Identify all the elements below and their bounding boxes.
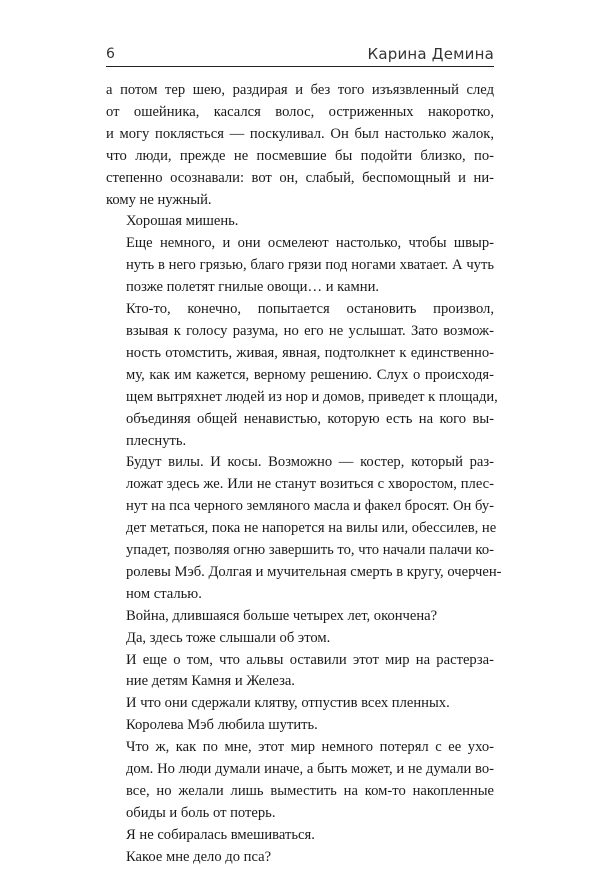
text-line: Я не собиралась вмешиваться.	[126, 826, 315, 843]
text-line: И что они сдержали клятву, отпустив всех пленных.	[126, 695, 450, 712]
text-line: степенно осознавали: вот он, слабый, беспомощный и ни-	[106, 169, 494, 186]
text-line: Королева Мэб любила шутить.	[126, 717, 318, 734]
text-line: плеснуть.	[126, 432, 187, 449]
paragraph	[106, 628, 494, 650]
text-line: обиды и боль от потерь.	[126, 804, 276, 821]
text-line: объединяя общей ненавистью, которую есть на кого вы-	[126, 410, 494, 427]
text-line: нут на пса черного земляного масла и факел бросят. Он бу-	[126, 498, 494, 515]
text-line: все, но желали лишь выместить на ком-то накопленные	[126, 783, 494, 799]
text-line: Кто-то, конечно, попытается остановить произвол,	[126, 301, 494, 318]
text-line: Что ж, как по мне, этот мир немного потерял с ее ухо-	[126, 739, 494, 756]
text-line: ность отомстить, живая, явная, подтолкнет к единственно-	[126, 344, 494, 361]
paragraph	[106, 211, 494, 233]
paragraph	[106, 825, 494, 847]
text-line: дет метаться, пока не напорется на вилы или, обессилев, не	[126, 520, 497, 537]
text-line: И еще о том, что альвы оставили этот мир на растерза-	[126, 651, 494, 668]
text-line: му, как им кажется, верному решению. Слух о происходя-	[126, 366, 494, 383]
text-line: нуть в него грязью, благо грязи под ногами хватает. А чуть	[126, 257, 494, 274]
text-line: от ошейника, касался волос, остриженных накоротко,	[106, 103, 494, 120]
paragraph	[106, 233, 494, 299]
paragraph	[106, 452, 502, 605]
text-line: Да, здесь тоже слышали об этом.	[126, 629, 331, 646]
page-number: 6	[106, 46, 115, 62]
text-line: взывая к голосу разума, но его не услышат. Зато возмож-	[126, 322, 494, 339]
text-line: Будут вилы. И косы. Возможно — костер, который раз-	[126, 454, 494, 471]
text-line: Хорошая мишень.	[126, 213, 239, 230]
text-line: дом. Но люди думали иначе, а быть может, и не думали во-	[126, 761, 494, 778]
text-line: ложат здесь же. Или не станут возиться с хворостом, плес-	[126, 476, 494, 493]
body-text	[106, 80, 502, 869]
paragraph	[106, 715, 494, 737]
text-line: что люди, прежде не посмевшие бы подойти близко, по-	[106, 147, 494, 164]
text-line: ролевы Мэб. Долгая и мучительная смерть в кругу, очерчен-	[126, 563, 502, 580]
text-line: ние детям Камня и Железа.	[126, 673, 295, 690]
running-header	[106, 44, 494, 67]
paragraph	[106, 650, 494, 694]
text-line: щем вытряхнет людей из нор и домов, приведет к площади,	[126, 388, 498, 405]
text-line: Еще немного, и они осмелеют настолько, чтобы швыр-	[126, 235, 494, 252]
text-line: кому не нужный.	[106, 191, 212, 208]
text-line: и могу поклясться — поскуливал. Он был настолько жалок,	[106, 125, 494, 142]
running-head-author: Карина Демина	[367, 45, 494, 63]
paragraph	[106, 847, 494, 869]
paragraph	[106, 693, 494, 715]
paragraph	[106, 80, 494, 211]
text-line: позже полетят гнилые овощи… и камни.	[126, 279, 380, 296]
text-line: а потом тер шею, раздирая и без того изъязвленный след	[106, 82, 494, 98]
text-line: Какое мне дело до пса?	[126, 848, 272, 865]
paragraph	[106, 606, 494, 628]
paragraph	[106, 737, 494, 825]
text-line: Война, длившаяся больше четырех лет, окончена?	[126, 607, 438, 624]
text-line: упадет, позволяя огню завершить то, что начали палачи ко-	[126, 542, 494, 559]
text-line: ном сталью.	[126, 585, 202, 602]
paragraph	[106, 299, 498, 452]
